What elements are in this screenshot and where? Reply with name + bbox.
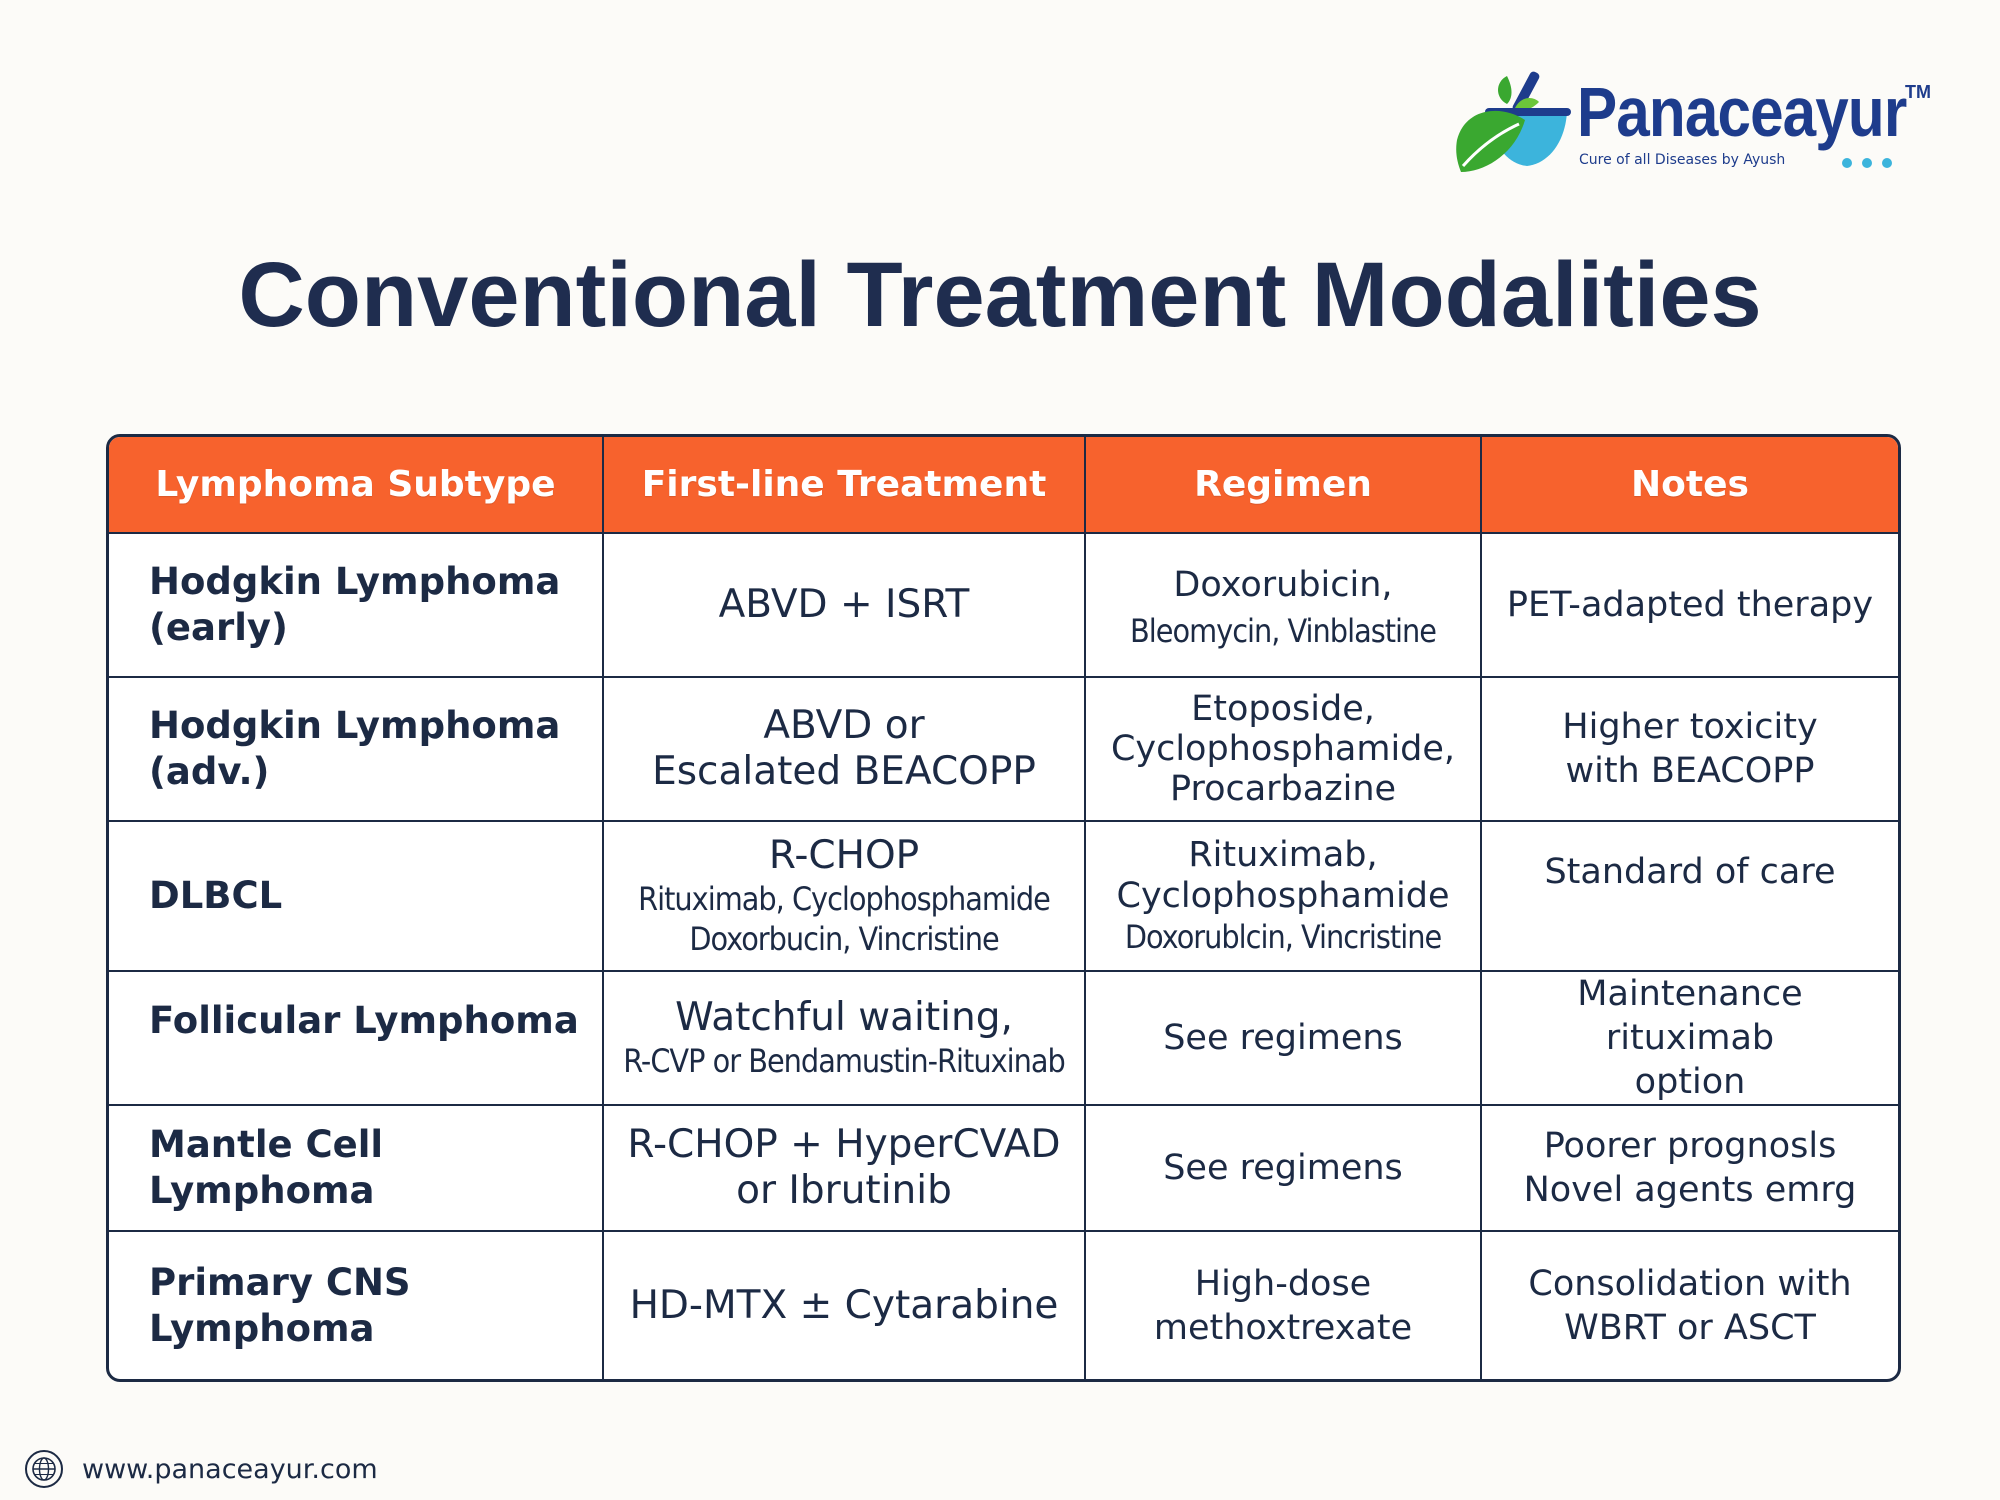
regimen-cell: See regimens [1085, 1105, 1481, 1231]
table-row [109, 533, 1898, 677]
table-row [109, 821, 1898, 971]
treatment-cell: ABVD + ISRT [603, 533, 1085, 677]
brand-name: Panaceayur [1577, 73, 1907, 151]
header-first-line-treatment: First-line Treatment [603, 437, 1085, 533]
treatment-cell: ABVD or Escalated BEACOPP [603, 677, 1085, 821]
notes-cell: PET-adapted therapy [1481, 533, 1898, 677]
notes-cell: Poorer prognosls Novel agents emrg [1481, 1105, 1898, 1231]
website-link[interactable]: www.panaceayur.com [82, 1453, 378, 1485]
subtype-cell: Mantle Cell Lymphoma [109, 1105, 603, 1231]
treatment-cell: R-CHOP Rituximab, Cyclophosphamide Doxorbucin, Vincristine [603, 821, 1085, 971]
brand-logo[interactable] [1455, 68, 1955, 178]
brand-tagline: Cure of all Diseases by Ayush [1579, 152, 1786, 168]
page-title: Conventional Treatment Modalities [238, 244, 1762, 346]
subtype-cell: Hodgkin Lymphoma (adv.) [109, 677, 603, 821]
regimen-cell: Rituximab, Cyclophosphamide Doxorublcin, Vincristine [1085, 821, 1481, 971]
subtype-cell: Follicular Lymphoma [109, 971, 603, 1105]
subtype-cell: Hodgkin Lymphoma (early) [109, 533, 603, 677]
trademark-mark: TM [1905, 82, 1931, 102]
table-row [109, 677, 1898, 821]
treatment-table [106, 434, 1901, 1382]
table-header-row [109, 437, 1898, 533]
header-notes: Notes [1481, 437, 1898, 533]
table-row [109, 971, 1898, 1105]
notes-cell: Maintenance rituximab option [1481, 971, 1898, 1105]
notes-cell: Standard of care [1481, 821, 1898, 971]
dots-icon [1840, 156, 1900, 170]
subtype-cell: DLBCL [109, 821, 603, 971]
treatment-cell: R-CHOP + HyperCVAD or Ibrutinib [603, 1105, 1085, 1231]
mortar-leaf-icon [1455, 68, 1573, 178]
header-lymphoma-subtype: Lymphoma Subtype [109, 437, 603, 533]
table-row [109, 1105, 1898, 1231]
regimen-cell: Etoposide, Cyclophosphamide, Procarbazine [1085, 677, 1481, 821]
notes-cell: Consolidation with WBRT or ASCT [1481, 1231, 1898, 1379]
regimen-cell: See regimens [1085, 971, 1481, 1105]
header-regimen: Regimen [1085, 437, 1481, 533]
globe-icon [24, 1449, 64, 1489]
regimen-cell: High-dose methoxtrexate [1085, 1231, 1481, 1379]
table-row [109, 1231, 1898, 1379]
notes-cell: Higher toxicity with BEACOPP [1481, 677, 1898, 821]
footer [24, 1447, 378, 1491]
regimen-cell: Doxorubicin, Bleomycin, Vinblastine [1085, 533, 1481, 677]
treatment-cell: HD-MTX ± Cytarabine [603, 1231, 1085, 1379]
subtype-cell: Primary CNS Lymphoma [109, 1231, 603, 1379]
treatment-cell: Watchful waiting, R-CVP or Bendamustin-Rituxinab [603, 971, 1085, 1105]
